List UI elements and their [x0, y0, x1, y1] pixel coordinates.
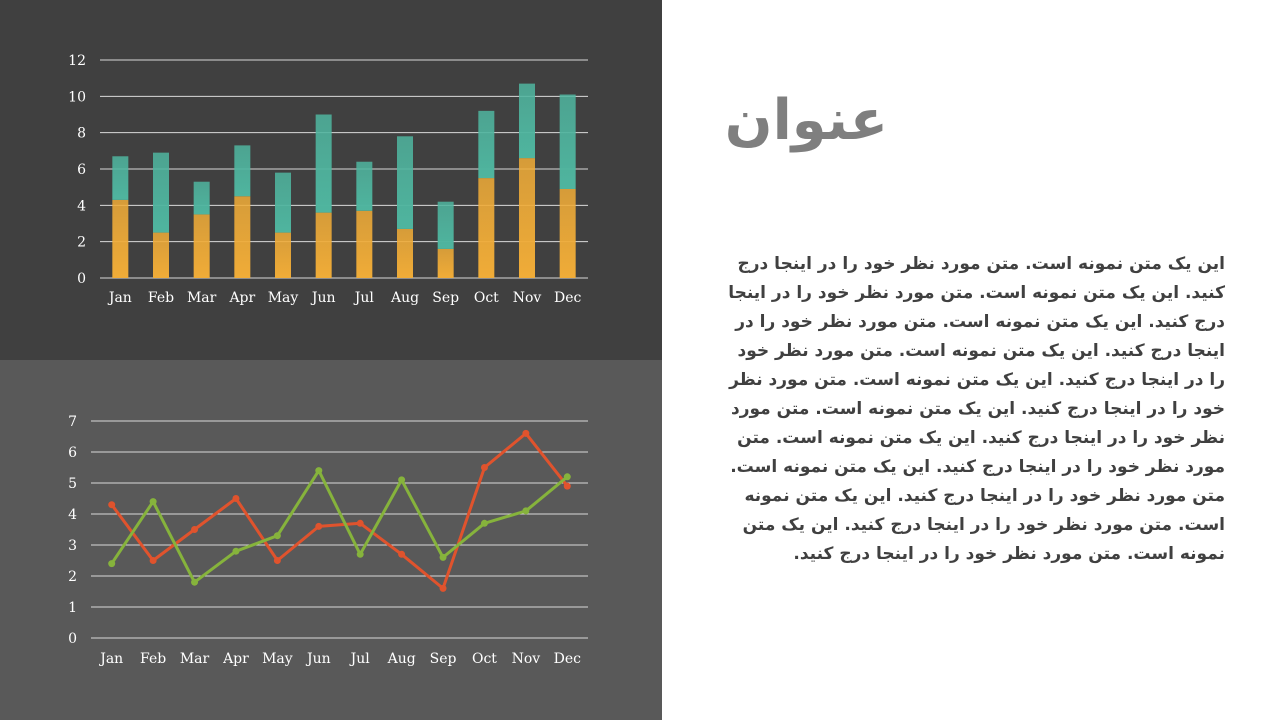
x-tick-label: Jan [100, 651, 124, 667]
bar-segment [112, 200, 128, 278]
x-tick-label: Sep [432, 290, 460, 306]
slide-title: عنوان [724, 88, 888, 153]
bar-segment [234, 196, 250, 278]
y-tick-label: 1 [68, 600, 77, 616]
data-point [564, 473, 571, 480]
data-point [315, 523, 322, 530]
bar-segment [234, 145, 250, 196]
data-point [398, 551, 405, 558]
data-point [357, 551, 364, 558]
bar-segment [356, 211, 372, 278]
line-chart-panel [0, 360, 662, 720]
y-tick-label: 2 [68, 569, 77, 585]
y-tick-label: 2 [77, 234, 86, 251]
x-tick-label: Apr [223, 651, 249, 667]
slide-body-text: این یک متن نمونه است. متن مورد نظر خود را در اینجا درج کنید. این یک متن نمونه است. متن مورد نظر خود را در اینجا درج کنید. این یک متن نمونه است. متن مورد نظر خود را در اینجا درج کنید. این یک متن نمونه است. متن مورد نظر خود را در اینجا درج کنید. این یک متن نمونه است. متن مورد نظر خود را در اینجا درج کنید. این یک متن نمونه است. متن مورد نظر خود را در اینجا درج کنید. این یک متن نمونه است. متن مورد نظر خود را در اینجا درج کنید. این یک متن نمونه است. متن مورد نظر خود را در اینجا درج کنید. این یک متن نمونه است. متن مورد نظر خود را در اینجا درج کنید. این یک متن نمونه است. متن مورد نظر خود را در اینجا درج کنید. [728, 254, 1225, 564]
bar-segment [194, 214, 210, 278]
x-tick-label: May [262, 651, 293, 667]
data-point [108, 560, 115, 567]
x-tick-label: Jan [108, 290, 132, 306]
x-tick-label: Feb [140, 651, 167, 667]
bar-segment [519, 84, 535, 158]
y-tick-label: 5 [68, 476, 77, 492]
x-tick-label: Nov [511, 651, 541, 667]
x-tick-label: Apr [229, 290, 256, 306]
x-tick-label: Sep [429, 651, 457, 667]
bar-segment [478, 178, 494, 278]
x-tick-label: Dec [553, 651, 581, 667]
data-point [440, 554, 447, 561]
x-tick-label: Oct [471, 651, 497, 667]
bar-segment [316, 213, 332, 278]
data-point [564, 483, 571, 490]
data-point [150, 557, 157, 564]
y-tick-label: 0 [77, 271, 86, 287]
bar-chart-panel [0, 0, 662, 360]
bar-segment [478, 111, 494, 178]
bar-segment [560, 189, 576, 278]
x-tick-label: Jul [350, 651, 370, 667]
data-point [315, 467, 322, 474]
x-tick-label: Jun [311, 290, 336, 306]
data-point [232, 548, 239, 555]
y-tick-label: 4 [77, 198, 86, 215]
bar-segment [397, 136, 413, 229]
y-tick-label: 8 [77, 125, 86, 142]
data-point [191, 526, 198, 533]
x-tick-label: May [267, 290, 299, 306]
x-tick-label: Jul [354, 290, 374, 306]
bar-segment [438, 202, 454, 249]
bar-segment [560, 95, 576, 189]
data-point [522, 507, 529, 514]
x-tick-label: Mar [186, 290, 217, 306]
data-point [522, 430, 529, 437]
data-point [150, 498, 157, 505]
bar-segment [316, 115, 332, 213]
x-tick-label: Oct [473, 290, 499, 306]
y-tick-label: 7 [68, 414, 77, 430]
data-point [481, 520, 488, 527]
bar-segment [194, 182, 210, 215]
bar-segment [275, 173, 291, 233]
x-tick-label: Feb [147, 290, 175, 306]
bar-segment [112, 156, 128, 200]
data-point [481, 464, 488, 471]
x-tick-label: Aug [387, 651, 416, 667]
bar-segment [153, 233, 169, 278]
data-point [274, 557, 281, 564]
y-tick-label: 6 [77, 162, 86, 178]
data-point [232, 495, 239, 502]
data-point [274, 532, 281, 539]
x-tick-label: Aug [390, 290, 420, 306]
y-tick-label: 12 [68, 53, 86, 69]
line-chart [0, 360, 662, 720]
data-point [440, 585, 447, 592]
bar-segment [356, 162, 372, 211]
data-point [357, 520, 364, 527]
y-tick-label: 10 [68, 89, 86, 106]
bar-segment [153, 153, 169, 233]
series-line [112, 471, 568, 583]
bar-segment [397, 229, 413, 278]
x-tick-label: Mar [179, 651, 210, 667]
x-tick-label: Jun [306, 651, 331, 667]
y-tick-label: 3 [68, 538, 77, 554]
bar-segment [438, 249, 454, 278]
bar-segment [519, 158, 535, 278]
x-tick-label: Dec [553, 290, 582, 306]
y-tick-label: 4 [68, 507, 77, 523]
y-tick-label: 6 [68, 445, 77, 461]
x-tick-label: Nov [512, 290, 542, 306]
y-tick-label: 0 [68, 631, 77, 647]
data-point [398, 476, 405, 483]
data-point [191, 579, 198, 586]
stacked-bar-chart [0, 0, 662, 360]
data-point [108, 501, 115, 508]
bar-segment [275, 233, 291, 278]
